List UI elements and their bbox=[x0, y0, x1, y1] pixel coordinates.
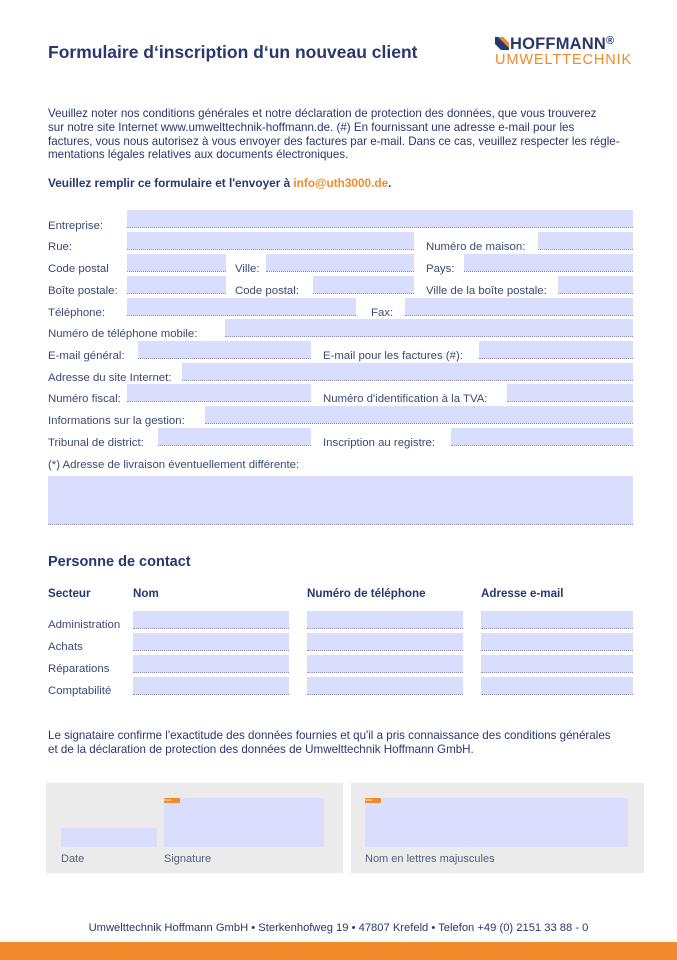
accounting-email-field[interactable] bbox=[481, 677, 633, 695]
country-label: Pays: bbox=[426, 263, 455, 275]
confirmation-line: Le signataire confirme l'exactitude des données fournies et qu'il a pris connaissance des conditions générales bbox=[48, 729, 611, 742]
email-invoices-field[interactable] bbox=[479, 341, 633, 359]
website-field[interactable] bbox=[182, 363, 633, 381]
mobile-field[interactable] bbox=[225, 319, 633, 337]
tax-number-label: Numéro fiscal: bbox=[48, 393, 121, 405]
vat-number-field[interactable] bbox=[507, 384, 633, 402]
po-box-city-field[interactable] bbox=[558, 276, 633, 294]
city-label: Ville: bbox=[235, 263, 260, 275]
intro-line: Veuillez noter nos conditions générales et notre déclaration de protection des données, que vous trouverez bbox=[48, 107, 597, 120]
email-general-label: E-mail général: bbox=[48, 350, 125, 362]
row-label-repairs: Réparations bbox=[48, 663, 110, 675]
district-court-field[interactable] bbox=[158, 428, 311, 446]
accounting-phone-field[interactable] bbox=[307, 677, 463, 695]
name-capitals-label: Nom en lettres majuscules bbox=[365, 853, 495, 865]
po-box-code-field[interactable] bbox=[313, 276, 414, 294]
intro-line: factures, vous nous autorisez à vous envoyer des factures par e-mail. Dans ce cas, veuillez respecter les régle- bbox=[48, 134, 620, 148]
company-logo bbox=[495, 35, 645, 75]
fax-field[interactable] bbox=[405, 298, 633, 316]
signature-field[interactable] bbox=[164, 798, 324, 847]
column-header-phone: Numéro de téléphone bbox=[307, 587, 426, 600]
email-general-field[interactable] bbox=[138, 341, 311, 359]
delivery-address-label: (*) Adresse de livraison éventuellement différente: bbox=[48, 459, 300, 471]
email-invoices-label: E-mail pour les factures (#): bbox=[323, 350, 463, 362]
instruction bbox=[48, 176, 391, 190]
purchasing-phone-field[interactable] bbox=[307, 633, 463, 651]
footer-address: Umwelttechnik Hoffmann GmbH • Sterkenhofweg 19 • 47807 Krefeld • Telefon +49 (0) 2151 33 88 - 0 bbox=[88, 922, 589, 934]
signature-label: Signature bbox=[164, 853, 212, 865]
purchasing-email-field[interactable] bbox=[481, 633, 633, 651]
administration-phone-field[interactable] bbox=[307, 611, 463, 629]
vat-number-label: Numéro d'identification à la TVA: bbox=[323, 393, 488, 405]
po-box-label: Boîte postale: bbox=[48, 285, 118, 297]
contact-heading: Personne de contact bbox=[48, 554, 191, 570]
row-label-purchasing: Achats bbox=[48, 641, 83, 653]
instruction-text: Veuillez remplir ce formulaire et l'envoyer à bbox=[48, 176, 294, 190]
phone-field[interactable] bbox=[127, 298, 356, 316]
fax-label: Fax: bbox=[371, 307, 394, 319]
intro-line: sur notre site Internet www.umwelttechnik-hoffmann.de. (#) En fournissant une adresse e-mail pour les bbox=[48, 120, 575, 134]
instruction-email-link[interactable]: info@uth3000.de bbox=[293, 176, 389, 190]
column-header-sector: Secteur bbox=[48, 587, 91, 600]
po-box-field[interactable] bbox=[127, 276, 226, 294]
website-label: Adresse du site Internet: bbox=[48, 372, 172, 384]
column-header-name: Nom bbox=[133, 587, 159, 600]
management-field[interactable] bbox=[205, 406, 633, 424]
street-label: Rue: bbox=[48, 241, 73, 253]
po-box-code-label: Code postal: bbox=[235, 285, 299, 297]
mobile-label: Numéro de téléphone mobile: bbox=[48, 328, 198, 340]
register-label: Inscription au registre: bbox=[323, 437, 436, 449]
city-field[interactable] bbox=[266, 254, 414, 272]
intro-paragraph bbox=[48, 107, 638, 162]
purchasing-name-field[interactable] bbox=[133, 633, 289, 651]
name-capitals-field[interactable] bbox=[365, 798, 628, 847]
date-label: Date bbox=[61, 853, 85, 865]
company-field[interactable] bbox=[127, 210, 633, 228]
po-box-city-label: Ville de la boîte postale: bbox=[426, 285, 547, 297]
street-field[interactable] bbox=[127, 232, 414, 250]
logo-subtitle: UMWELTTECHNIK bbox=[495, 52, 633, 68]
house-number-field[interactable] bbox=[538, 232, 633, 250]
page-title: Formulaire d‘inscription d‘un nouveau client bbox=[48, 42, 418, 62]
management-label: Informations sur la gestion: bbox=[48, 415, 185, 427]
house-number-label: Numéro de maison: bbox=[426, 241, 526, 253]
register-field[interactable] bbox=[451, 428, 633, 446]
logo-mark-icon bbox=[495, 37, 509, 50]
repairs-phone-field[interactable] bbox=[307, 655, 463, 673]
logo-name: HOFFMANN bbox=[510, 35, 606, 53]
phone-label: Téléphone: bbox=[48, 307, 105, 319]
instruction-end: . bbox=[388, 176, 392, 190]
postal-code-label: Code postal bbox=[48, 263, 109, 275]
district-court-label: Tribunal de district: bbox=[48, 437, 144, 449]
accounting-name-field[interactable] bbox=[133, 677, 289, 695]
repairs-name-field[interactable] bbox=[133, 655, 289, 673]
intro-line: mentations légales relatives aux documents électroniques. bbox=[48, 148, 349, 162]
country-field[interactable] bbox=[464, 254, 633, 272]
confirmation-line: et de la déclaration de protection des données de Umwelttechnik Hoffmann GmbH. bbox=[48, 743, 474, 756]
name-tag: SIGN bbox=[365, 798, 381, 803]
confirmation-text bbox=[48, 729, 648, 757]
logo-registered: ® bbox=[606, 35, 615, 47]
footer-bar bbox=[0, 942, 677, 960]
tax-number-field[interactable] bbox=[127, 384, 311, 402]
administration-email-field[interactable] bbox=[481, 611, 633, 629]
repairs-email-field[interactable] bbox=[481, 655, 633, 673]
row-label-administration: Administration bbox=[48, 619, 121, 631]
column-header-email: Adresse e-mail bbox=[481, 587, 564, 600]
postal-code-field[interactable] bbox=[127, 254, 226, 272]
administration-name-field[interactable] bbox=[133, 611, 289, 629]
row-label-accounting: Comptabilité bbox=[48, 685, 112, 697]
company-label: Entreprise: bbox=[48, 220, 104, 232]
signature-tag: SIGN bbox=[164, 798, 180, 803]
date-field[interactable] bbox=[61, 828, 157, 847]
delivery-address-field[interactable] bbox=[48, 476, 633, 525]
